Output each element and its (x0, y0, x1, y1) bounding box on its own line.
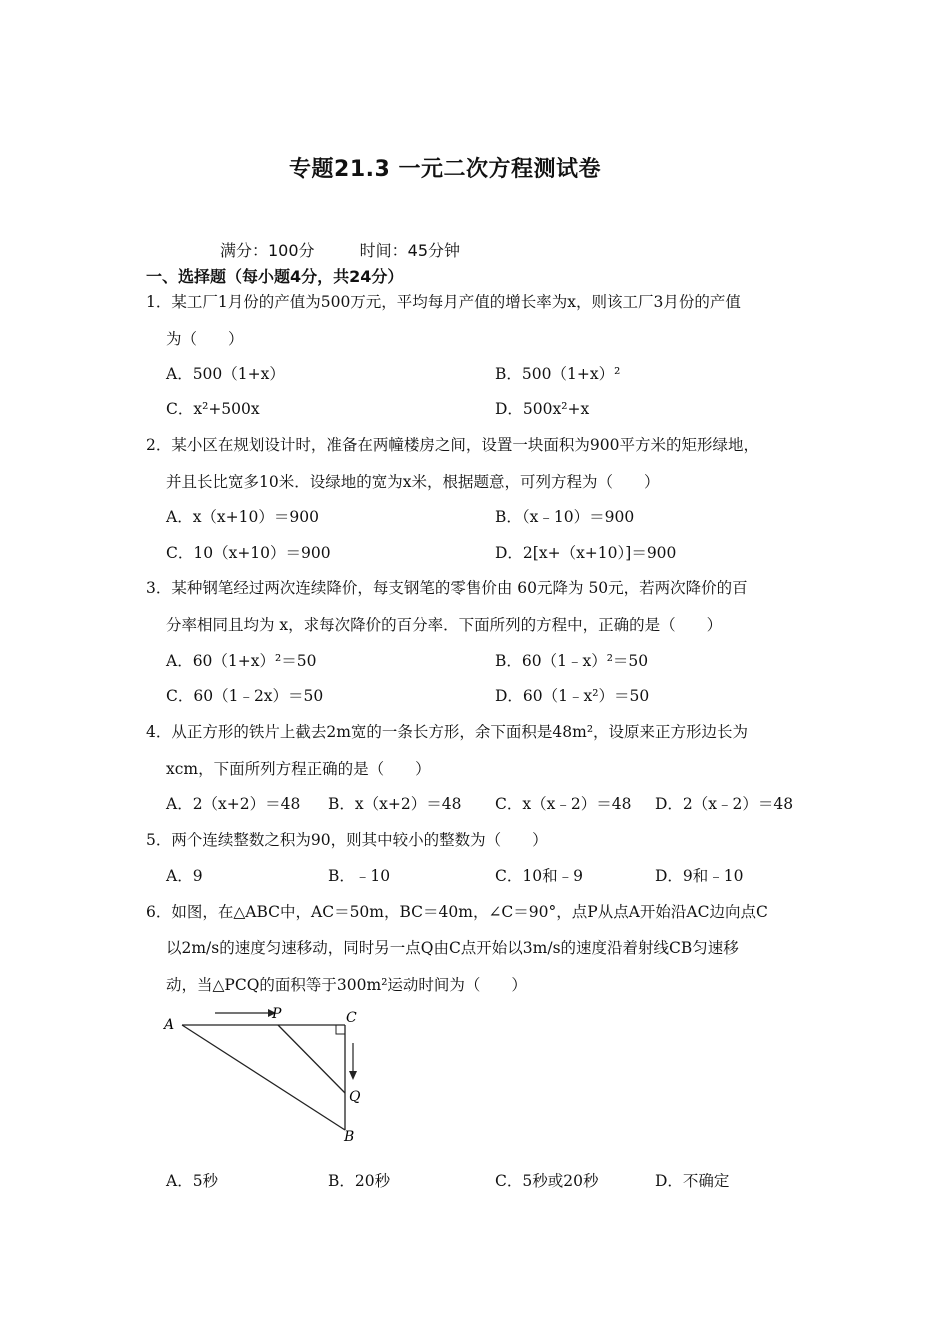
exam-meta (220, 238, 500, 261)
q2-stem-line1: 2．某小区在规划设计时，准备在两幢楼房之间，设置一块面积为900平方米的矩形绿地， (146, 436, 759, 454)
right-angle-mark (336, 1025, 345, 1034)
time-limit: 时间：45分钟 (359, 241, 461, 260)
q6-option-b[interactable]: B．20秒 (328, 1172, 391, 1190)
q3-option-c[interactable]: C．60（1﹣2x）＝50 (166, 687, 324, 705)
q2-option-d[interactable]: D．2[x+（x+10）]＝900 (495, 544, 677, 562)
q2-option-a[interactable]: A．x（x+10）＝900 (166, 508, 319, 526)
q3-stem-line2: 分率相同且均为 x，求每次降价的百分率．下面所列的方程中，正确的是（ ） (166, 616, 723, 634)
q1-option-c[interactable]: C．x²+500x (166, 400, 260, 418)
q4-stem-line1: 4．从正方形的铁片上截去2m宽的一条长方形，余下面积是48m²，设原来正方形边长为 (146, 723, 749, 741)
label-c: C (346, 1010, 357, 1026)
q1-option-b[interactable]: B．500（1+x）² (495, 365, 621, 383)
q6-stem-line3: 动，当△PCQ的面积等于300m²运动时间为（ ） (166, 976, 527, 994)
q2-option-c[interactable]: C．10（x+10）＝900 (166, 544, 331, 562)
label-q: Q (349, 1089, 361, 1105)
label-b: B (344, 1129, 355, 1145)
full-score: 满分：100分 (220, 241, 315, 260)
q6-stem-line2: 以2m/s的速度匀速移动，同时另一点Q由C点开始以3m/s的速度沿着射线CB匀速移 (166, 939, 739, 957)
q4-option-c[interactable]: C．x（x﹣2）＝48 (495, 795, 632, 813)
q6-option-c[interactable]: C．5秒或20秒 (495, 1172, 599, 1190)
q6-option-a[interactable]: A．5秒 (166, 1172, 219, 1190)
q3-option-b[interactable]: B．60（1﹣x）²＝50 (495, 652, 649, 670)
q5-option-a[interactable]: A．9 (166, 867, 203, 885)
q3-stem-line1: 3．某种钢笔经过两次连续降价，每支钢笔的零售价由 60元降为 50元，若两次降价的百 (146, 579, 748, 597)
q5-option-d[interactable]: D．9和﹣10 (655, 867, 744, 885)
q2-option-b[interactable]: B．（x﹣10）＝900 (495, 508, 635, 526)
q3-option-a[interactable]: A．60（1+x）²＝50 (166, 652, 317, 670)
segment-ab (182, 1025, 345, 1130)
q4-option-a[interactable]: A．2（x+2）＝48 (166, 795, 301, 813)
q5-stem-line1: 5．两个连续整数之积为90，则其中较小的整数为（ ） (146, 831, 548, 849)
segment-pq (278, 1025, 345, 1093)
q6-stem-line1: 6．如图，在△ABC中，AC＝50m，BC＝40m，∠C＝90°，点P从点A开始沿AC边向点C (146, 903, 768, 921)
q1-option-a[interactable]: A．500（1+x） (166, 365, 285, 383)
label-p: P (272, 1006, 282, 1022)
q1-stem-line1: 1．某工厂1月份的产值为500万元，平均每月产值的增长率为x，则该工厂3月份的产值 (146, 293, 741, 311)
q1-option-d[interactable]: D．500x²+x (495, 400, 590, 418)
q4-option-d[interactable]: D．2（x﹣2）＝48 (655, 795, 794, 813)
arrow-cq-head (349, 1071, 357, 1080)
page-title: 专题21.3 一元二次方程测试卷 (289, 157, 601, 182)
q4-stem-line2: xcm，下面所列方程正确的是（ ） (166, 760, 431, 778)
q6-triangle-figure (160, 1005, 380, 1145)
q2-stem-line2: 并且长比宽多10米．设绿地的宽为x米，根据题意，可列方程为（ ） (166, 473, 660, 491)
q6-option-d[interactable]: D．不确定 (655, 1172, 730, 1190)
section-heading: 一、选择题（每小题4分，共24分） (146, 267, 404, 286)
q4-option-b[interactable]: B．x（x+2）＝48 (328, 795, 462, 813)
q1-stem-line2: 为（ ） (166, 330, 244, 348)
q5-option-c[interactable]: C．10和﹣9 (495, 867, 583, 885)
q5-option-b[interactable]: B．﹣10 (328, 867, 391, 885)
label-a: A (164, 1017, 175, 1033)
q3-option-d[interactable]: D．60（1﹣x²）＝50 (495, 687, 650, 705)
